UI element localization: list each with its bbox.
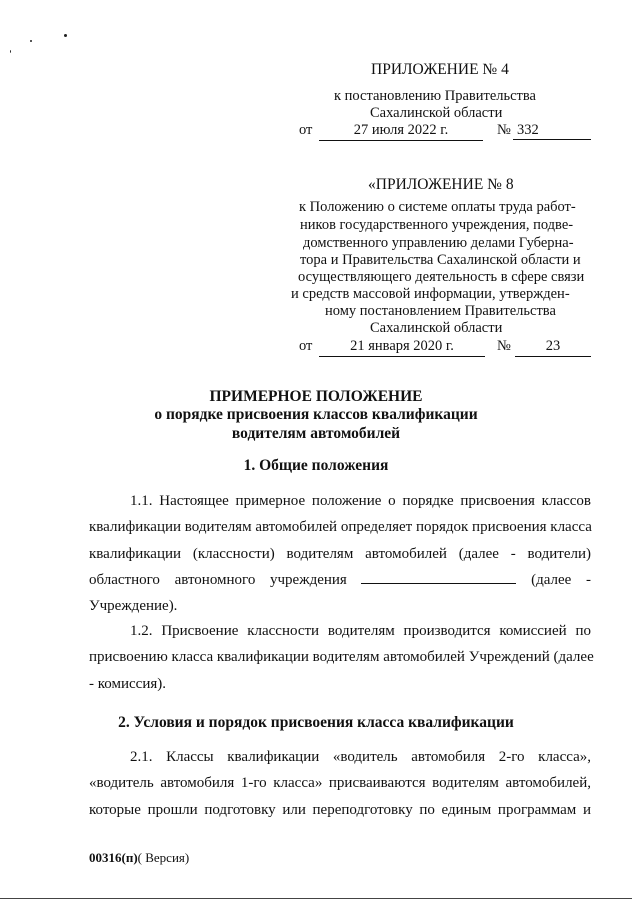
- appendix4-date-row: [299, 122, 591, 142]
- appendix8-line: к Положению о системе оплаты труда работ-: [299, 199, 576, 215]
- version-label: ( Версия): [137, 850, 190, 865]
- text-line: 2.1. Классы квалификации «водитель автомобиля 2-го класса»,: [130, 749, 591, 765]
- appendix8-number: 23: [515, 338, 591, 357]
- text-line: которые прошли подготовку или переподготовку по единым программам и: [89, 801, 591, 818]
- appendix8-title: «ПРИЛОЖЕНИЕ № 8: [368, 176, 514, 193]
- section1-heading: 1. Общие положения: [243, 457, 389, 474]
- appendix4-title: ПРИЛОЖЕНИЕ № 4: [371, 61, 509, 78]
- section2-heading: 2. Условия и порядок присвоения класса квалификации: [118, 714, 514, 731]
- text-line: квалификации (классности) водителям автомобилей (далее - водители): [89, 545, 591, 562]
- text-line: [89, 567, 591, 593]
- appendix8-line: тора и Правительства Сахалинской области и: [300, 252, 581, 268]
- from-label: от: [299, 338, 313, 354]
- appendix4-number: 332: [513, 122, 591, 140]
- appendix8-date-row: [299, 338, 591, 358]
- section1-paragraph1: [89, 488, 591, 619]
- text-fragment: (далее -: [531, 571, 591, 588]
- text-line: квалификации водителям автомобилей определяет порядок присвоения класса: [89, 519, 592, 536]
- blank-fill-line: [361, 569, 516, 584]
- scan-speck: [30, 40, 32, 42]
- from-label: от: [299, 122, 313, 138]
- appendix8-line: ников государственного учреждения, подве-: [300, 217, 574, 233]
- scan-speck: [10, 50, 11, 53]
- document-title: ПРИМЕРНОЕ ПОЛОЖЕНИЕ: [209, 388, 423, 405]
- section1-paragraph2: [89, 618, 594, 697]
- appendix4-line1: к постановлению Правительства: [334, 88, 536, 104]
- number-label: №: [497, 338, 511, 354]
- text-line: Учреждение).: [89, 598, 178, 615]
- document-subtitle: о порядке присвоения классов квалификации: [154, 406, 478, 423]
- appendix4-date: 27 июля 2022 г.: [319, 122, 483, 141]
- document-subtitle: водителям автомобилей: [231, 425, 401, 442]
- appendix8-line: ному постановлением Правительства: [325, 303, 556, 319]
- appendix8-line: и средств массовой информации, утвержден-: [291, 286, 570, 302]
- appendix4-line2: Сахалинской области: [370, 105, 503, 121]
- text-fragment: областного автономного учреждения: [89, 571, 347, 588]
- text-line: «водитель автомобиля 1-го класса» присваиваются водителям автомобилей,: [89, 775, 591, 792]
- number-label: №: [497, 122, 511, 138]
- document-code: 00316(п): [89, 850, 138, 865]
- appendix8-line: домственного управлению делами Губерна-: [303, 235, 574, 251]
- scan-speck: [64, 34, 67, 37]
- text-line: 1.1. Настоящее примерное положение о порядке присвоения классов: [130, 493, 591, 509]
- section2-paragraph1: [89, 744, 591, 823]
- page-bottom-edge: [0, 898, 632, 899]
- text-line: - комиссия).: [89, 675, 166, 692]
- appendix8-line: Сахалинской области: [370, 320, 503, 336]
- footer-code: [89, 850, 189, 866]
- text-line: присвоению класса квалификации водителям автомобилей Учреждений (далее: [89, 649, 594, 666]
- appendix8-line: осуществляющего деятельность в сфере связи: [298, 269, 585, 285]
- appendix8-date: 21 января 2020 г.: [319, 338, 485, 357]
- text-line: 1.2. Присвоение классности водителям производится комиссией по: [130, 623, 591, 639]
